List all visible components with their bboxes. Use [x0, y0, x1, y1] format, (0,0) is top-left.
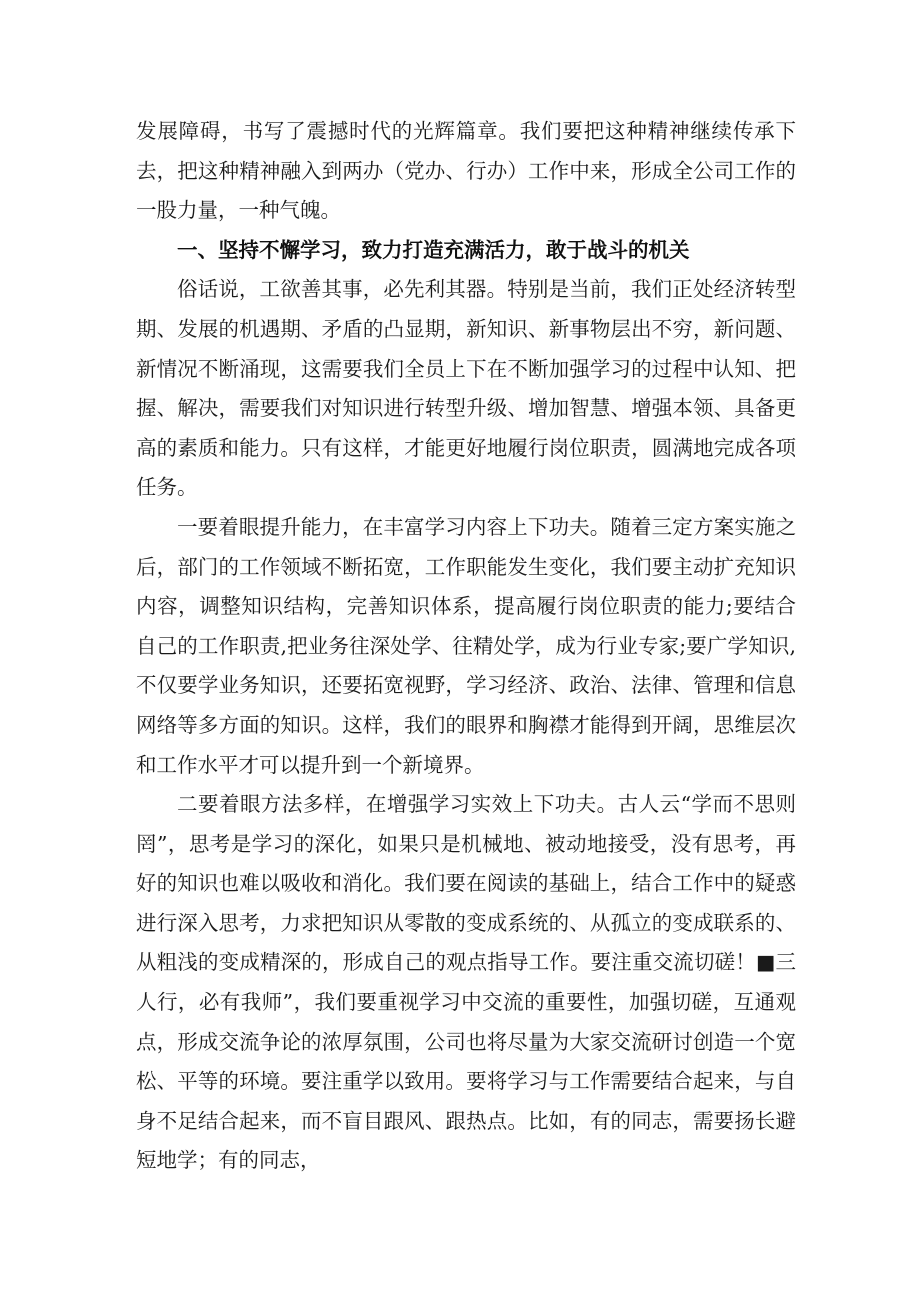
paragraph-intro: 俗话说，工欲善其事，必先利其器。特别是当前，我们正处经济转型期、发展的机遇期、矛盾的凸显期，新知识、新事物层出不穷，新问题、新情况不断涌现，这需要我们全员上下在不断加强学习的过程中认知、把握、解决，需要我们对知识进行转型升级、增加智慧、增强本领、具备更高的素质和能力。只有这样，才能更好地履行岗位职责，圆满地完成各项任务。	[136, 277, 796, 500]
paragraph-point-two: 二要着眼方法多样，在增强学习实效上下功夫。古人云“学而不思则罔”，思考是学习的深化，如果只是机械地、被动地接受，没有思考，再好的知识也难以吸收和消化。我们要在阅读的基础上，结合工作中的疑惑进行深入思考，力求把知识从零散的变成系统的、从孤立的变成联系的、从粗浅的变成精深的，形成自己的观点指导工作。要注重交流切磋！■三人行，必有我师”，我们要重视学习中交流的重要性，加强切磋，互通观点，形成交流争论的浓厚氛围，公司也将尽量为大家交流研讨创造一个宽松、平等的环境。要注重学以致用。要将学习与工作需要结合起来，与自身不足结合起来，而不盲目跟风、跟热点。比如，有的同志，需要扬长避短地学；有的同志，	[136, 792, 796, 1173]
document-body	[136, 112, 796, 1181]
paragraph-point-one: 一要着眼提升能力，在丰富学习内容上下功夫。随着三定方案实施之后，部门的工作领域不断拓宽，工作职能发生变化，我们要主动扩充知识内容，调整知识结构，完善知识体系，提高履行岗位职责的能力;要结合自己的工作职责,把业务往深处学、往精处学，成为行业专家;要广学知识,不仅要学业务知识，还要拓宽视野，学习经济、政治、法律、管理和信息网络等多方面的知识。这样，我们的眼界和胸襟才能得到开阔，思维层次和工作水平才可以提升到一个新境界。	[136, 514, 796, 777]
paragraph-continuation: 发展障碍，书写了震撼时代的光辉篇章。我们要把这种精神继续传承下去，把这种精神融入到两办（党办、行办）工作中来，形成全公司工作的一股力量，一种气魄。	[136, 119, 796, 223]
section-heading: 一、坚持不懈学习，致力打造充满活力，敢于战斗的机关	[177, 237, 690, 262]
